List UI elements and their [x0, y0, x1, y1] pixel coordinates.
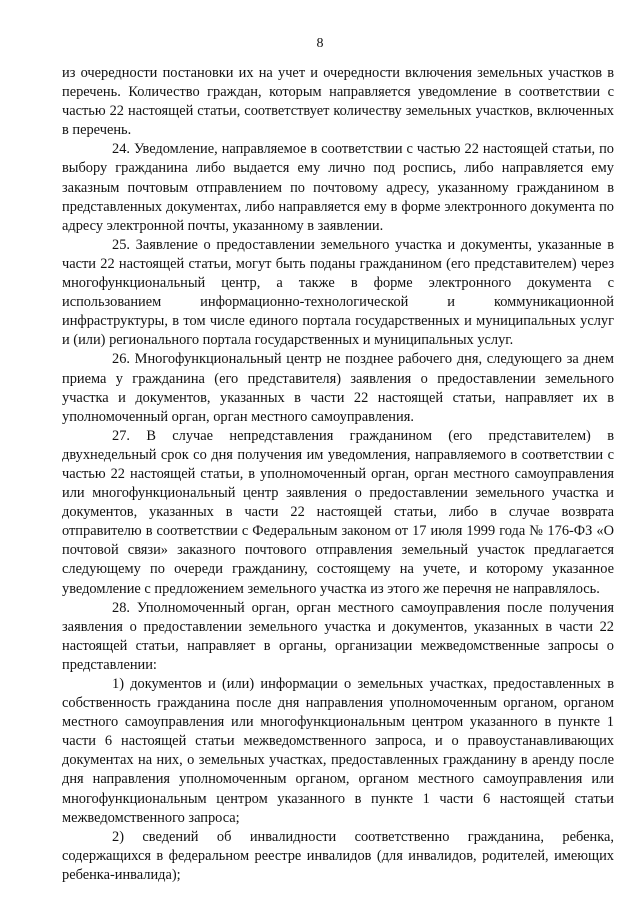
paragraph-continuation: из очередности постановки их на учет и очередности включения земельных участков в перечень. Количество граждан, которым направляется уведомление в соответствии с частью 22 настоящей статьи, соответствует количеству земельных участков, включенных в перечень.	[62, 65, 614, 139]
paragraph-25: 25. Заявление о предоставлении земельного участка и документы, указанные в части 22 настоящей статьи, могут быть поданы гражданином (его представителем) через многофункциональный центр, а также в форме электронного документа с использованием информационно-технологической и коммуникационной инфраструктуры, в том числе единого портала государственных и муниципальных услуг и (или) регионального портала государственных и муниципальных услуг.	[62, 236, 614, 349]
paragraph-26: 26. Многофункциональный центр не позднее рабочего дня, следующего за днем приема у гражданина (его представителя) заявления о предоставлении земельного участка и документов, указанных в части 22 настоящей статьи, направляет их в уполномоченный орган, орган местного самоуправления.	[62, 351, 614, 425]
page-number: 8	[316, 36, 324, 51]
paragraph-27: 27. В случае непредставления гражданином (его представителем) в двухнедельный срок со дня получения им уведомления, направляемого в соответствии с частью 22 настоящей статьи, в уполномоченный орган, орган местного самоуправления или многофункциональный центр заявления о предоставлении земельного участка и документов, указанных в части 22 настоящей статьи, либо в случае возврата отправителю в соответствии с Федеральным законом от 17 июля 1999 года № 176-ФЗ «О почтовой связи» заказного почтового отправления земельный участок предлагается следующему по очереди гражданину, состоящему на учете, и которому указанное уведомление с предложением земельного участка из этого же перечня не направлялось.	[62, 427, 614, 597]
paragraph-24: 24. Уведомление, направляемое в соответствии с частью 22 настоящей статьи, по выбору гражданина либо выдается ему лично под роспись, либо направляется ему заказным почтовым отправлением по почтовому адресу, указанному гражданином в представленных документах, либо направляется ему в форме электронного документа по адресу электронной почты, указанному в заявлении.	[62, 141, 614, 234]
paragraph-28-item-1: 1) документов и (или) информации о земельных участках, предоставленных в собственность гражданина после дня направления уполномоченным органом, органом местного самоуправления или многофункциональным центром указанного в пункте 1 части 6 настоящей статьи межведомственного запроса, и о правоустанавливающих документах на них, о земельных участках, предоставленных гражданину в аренду после дня направления уполномоченным органом, органом местного самоуправления или многофункциональным центром указанного в пункте 1 части 6 настоящей статьи межведомственного запроса;	[62, 676, 614, 826]
document-body	[62, 64, 614, 885]
paragraph-28-item-2: 2) сведений об инвалидности соответственно гражданина, ребенка, содержащихся в федеральном реестре инвалидов (для инвалидов, родителей, имеющих ребенка-инвалида);	[62, 828, 614, 883]
paragraph-28: 28. Уполномоченный орган, орган местного самоуправления после получения заявления о предоставлении земельного участка и документов, указанных в части 22 настоящей статьи, направляет в органы, организации межведомственные запросы о представлении:	[62, 599, 614, 673]
